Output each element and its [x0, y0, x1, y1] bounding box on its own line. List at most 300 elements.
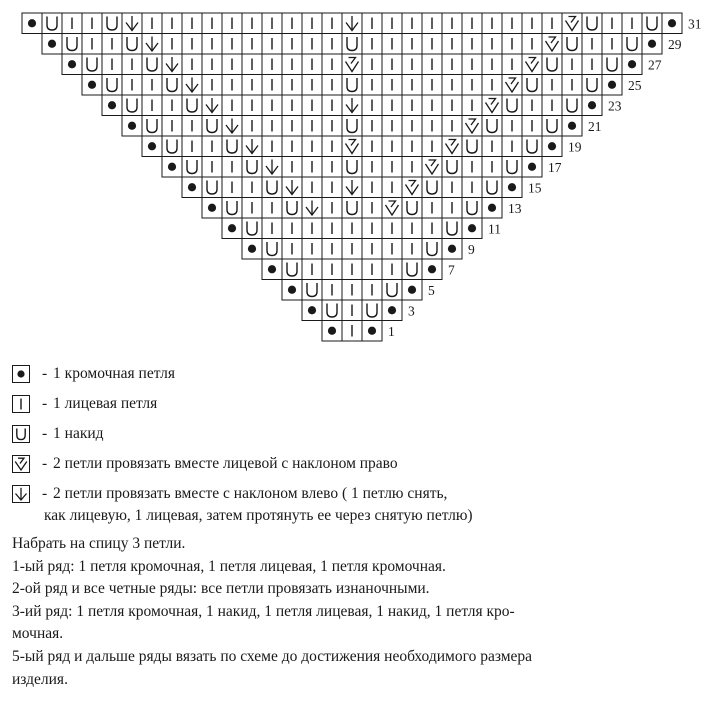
edge-stitch-icon: [162, 157, 182, 178]
edge-stitch-icon: [522, 157, 542, 178]
row-number-label: 23: [608, 98, 622, 114]
legend-item-k2tog-right: - 2 петли провязать вместе лицевой с наклоном право: [12, 452, 712, 482]
knit-stitch-icon: [442, 34, 462, 55]
right-lean-decrease-icon: [12, 455, 30, 473]
yarn-over-icon: [12, 425, 30, 443]
knit-stitch-icon: [362, 95, 382, 116]
knit-stitch-icon: [402, 54, 422, 75]
yarn-over-icon: [402, 259, 422, 280]
knit-stitch-icon: [422, 34, 442, 55]
yarn-over-icon: [442, 218, 462, 239]
legend-item-ssk-left: - 2 петли провязать вместе с наклоном влево ( 1 петлю снять, как лицевую, 1 лицевая, затем протянуть ее через снятую петлю): [12, 482, 712, 532]
yarn-over-icon: [142, 116, 162, 137]
chart-row: [282, 280, 435, 301]
knit-stitch-icon: [322, 259, 342, 280]
knit-stitch-icon: [522, 34, 542, 55]
right-lean-decrease-icon: [542, 34, 562, 55]
knit-stitch-icon: [362, 116, 382, 137]
knit-stitch-icon: [362, 280, 382, 301]
knit-stitch-icon: [282, 54, 302, 75]
chart-row: [262, 259, 455, 280]
knit-stitch-icon: [162, 95, 182, 116]
knit-stitch-icon: [502, 54, 522, 75]
yarn-over-icon: [122, 95, 142, 116]
knit-stitch-icon: [322, 54, 342, 75]
knit-stitch-icon: [462, 177, 482, 198]
yarn-over-icon: [402, 198, 422, 219]
chart-row: [142, 136, 582, 157]
left-lean-decrease-icon: [202, 95, 222, 116]
knit-stitch-icon: [162, 34, 182, 55]
edge-stitch-icon: [602, 75, 622, 96]
legend-text: 2 петли провязать вместе с наклоном влево ( 1 петлю снять,: [53, 485, 448, 502]
row-number-label: 17: [548, 160, 562, 175]
knit-stitch-icon: [322, 177, 342, 198]
knit-stitch-icon: [102, 54, 122, 75]
edge-stitch-icon: [102, 95, 122, 116]
knit-stitch-icon: [302, 157, 322, 178]
knit-stitch-icon: [142, 13, 162, 34]
chart-row: [22, 13, 702, 34]
knit-stitch-icon: [342, 321, 362, 342]
yarn-over-icon: [442, 157, 462, 178]
knit-stitch-icon: [282, 116, 302, 137]
knit-stitch-icon: [402, 13, 422, 34]
knit-stitch-icon: [262, 75, 282, 96]
knit-stitch-icon: [202, 75, 222, 96]
knit-stitch-icon: [322, 157, 342, 178]
left-lean-decrease-icon: [122, 13, 142, 34]
yarn-over-icon: [522, 75, 542, 96]
yarn-over-icon: [462, 198, 482, 219]
left-lean-decrease-icon: [182, 75, 202, 96]
instructions: [12, 533, 712, 691]
knit-stitch-icon: [162, 116, 182, 137]
edge-stitch-icon: [12, 365, 30, 383]
right-lean-decrease-icon: [422, 157, 442, 178]
row-number-label: 19: [568, 139, 582, 155]
knit-stitch-icon: [462, 54, 482, 75]
chart-row: [242, 239, 475, 260]
knit-stitch-icon: [422, 54, 442, 75]
knit-stitch-icon: [302, 259, 322, 280]
edge-stitch-icon: [262, 259, 282, 280]
knit-stitch-icon: [162, 13, 182, 34]
knit-stitch-icon: [322, 136, 342, 157]
yarn-over-icon: [202, 177, 222, 198]
knit-stitch-icon: [322, 239, 342, 260]
knit-stitch-icon: [362, 157, 382, 178]
left-lean-decrease-icon: [222, 116, 242, 137]
knit-stitch-icon: [282, 218, 302, 239]
knit-stitch-icon: [262, 34, 282, 55]
yarn-over-icon: [542, 116, 562, 137]
edge-stitch-icon: [122, 116, 142, 137]
knit-stitch-icon: [482, 13, 502, 34]
right-lean-decrease-icon: [342, 136, 362, 157]
yarn-over-icon: [242, 218, 262, 239]
left-lean-decrease-icon: [342, 177, 362, 198]
knit-stitch-icon: [342, 259, 362, 280]
knit-stitch-icon: [402, 116, 422, 137]
knit-stitch-icon: [362, 54, 382, 75]
yarn-over-icon: [482, 116, 502, 137]
instruction-line: мочная.: [12, 625, 64, 643]
knit-stitch-icon: [102, 34, 122, 55]
knit-stitch-icon: [422, 95, 442, 116]
knit-stitch-icon: [222, 177, 242, 198]
chart-row: [62, 54, 662, 75]
left-lean-decrease-icon: [282, 177, 302, 198]
right-lean-decrease-icon: [442, 136, 462, 157]
legend-text: 1 кромочная петля: [53, 365, 175, 382]
knit-stitch-icon: [222, 157, 242, 178]
knit-stitch-icon: [282, 136, 302, 157]
knit-stitch-icon: [282, 34, 302, 55]
knit-stitch-icon: [402, 157, 422, 178]
edge-stitch-icon: [442, 239, 462, 260]
yarn-over-icon: [82, 54, 102, 75]
knit-stitch-icon: [242, 95, 262, 116]
knit-stitch-icon: [322, 75, 342, 96]
edge-stitch-icon: [562, 116, 582, 137]
yarn-over-icon: [302, 280, 322, 301]
row-number-label: 9: [468, 242, 475, 257]
yarn-over-icon: [342, 75, 362, 96]
left-lean-decrease-icon: [242, 136, 262, 157]
knit-stitch-icon: [542, 75, 562, 96]
knit-stitch-icon: [362, 75, 382, 96]
knit-stitch-icon: [202, 34, 222, 55]
knit-stitch-icon: [202, 54, 222, 75]
knit-stitch-icon: [482, 34, 502, 55]
knit-stitch-icon: [342, 218, 362, 239]
knit-stitch-icon: [222, 13, 242, 34]
knit-stitch-icon: [462, 95, 482, 116]
yarn-over-icon: [122, 34, 142, 55]
knit-stitch-icon: [222, 75, 242, 96]
knit-stitch-icon: [442, 198, 462, 219]
knit-stitch-icon: [322, 34, 342, 55]
knit-stitch-icon: [422, 136, 442, 157]
yarn-over-icon: [502, 157, 522, 178]
knit-stitch-icon: [382, 116, 402, 137]
knit-stitch-icon: [282, 239, 302, 260]
left-lean-decrease-icon: [262, 157, 282, 178]
knit-stitch-icon: [382, 75, 402, 96]
knit-stitch-icon: [422, 13, 442, 34]
knit-stitch-icon: [382, 54, 402, 75]
knit-stitch-icon: [142, 95, 162, 116]
knit-stitch-icon: [262, 218, 282, 239]
knit-stitch-icon: [582, 54, 602, 75]
knit-stitch-icon: [262, 116, 282, 137]
knit-stitch-icon: [542, 95, 562, 116]
edge-stitch-icon: [622, 54, 642, 75]
edge-stitch-icon: [502, 177, 522, 198]
row-number-label: 5: [428, 283, 435, 298]
edge-stitch-icon: [642, 34, 662, 55]
yarn-over-icon: [202, 116, 222, 137]
knit-stitch-icon: [322, 95, 342, 116]
knit-stitch-icon: [302, 116, 322, 137]
yarn-over-icon: [342, 34, 362, 55]
knit-stitch-icon: [622, 13, 642, 34]
knit-stitch-icon: [342, 300, 362, 321]
knit-stitch-icon: [182, 34, 202, 55]
yarn-over-icon: [222, 198, 242, 219]
knit-stitch-icon: [302, 54, 322, 75]
knit-stitch-icon: [502, 34, 522, 55]
edge-stitch-icon: [22, 13, 42, 34]
edge-stitch-icon: [142, 136, 162, 157]
knit-stitch-icon: [302, 34, 322, 55]
knit-stitch-icon: [262, 136, 282, 157]
knit-stitch-icon: [242, 198, 262, 219]
yarn-over-icon: [622, 34, 642, 55]
yarn-over-icon: [262, 239, 282, 260]
left-lean-decrease-icon: [12, 485, 30, 503]
edge-stitch-icon: [422, 259, 442, 280]
chart-row: [162, 157, 562, 178]
knit-stitch-icon: [442, 95, 462, 116]
knit-stitch-icon: [502, 136, 522, 157]
left-lean-decrease-icon: [342, 13, 362, 34]
knit-stitch-icon: [322, 280, 342, 301]
row-number-label: 11: [488, 221, 501, 237]
knit-stitch-icon: [542, 13, 562, 34]
right-lean-decrease-icon: [562, 13, 582, 34]
knit-stitch-icon: [62, 13, 82, 34]
left-lean-decrease-icon: [142, 34, 162, 55]
knit-stitch-icon: [182, 136, 202, 157]
knit-stitch-icon: [362, 198, 382, 219]
knit-stitch-icon: [362, 136, 382, 157]
yarn-over-icon: [42, 13, 62, 34]
knit-stitch-icon: [342, 239, 362, 260]
chart-row: [302, 300, 415, 321]
knit-stitch-icon: [502, 116, 522, 137]
knit-stitch-icon: [382, 95, 402, 116]
knit-stitch-icon: [602, 13, 622, 34]
yarn-over-icon: [422, 177, 442, 198]
legend-text: 1 лицевая петля: [53, 395, 158, 412]
edge-stitch-icon: [302, 300, 322, 321]
knit-stitch-icon: [222, 54, 242, 75]
yarn-over-icon: [542, 54, 562, 75]
knit-stitch-icon: [302, 177, 322, 198]
knit-stitch-icon: [362, 13, 382, 34]
knit-stitch-icon: [342, 280, 362, 301]
knit-stitch-icon: [202, 13, 222, 34]
row-number-label: 1: [388, 324, 395, 339]
knit-stitch-icon: [402, 136, 422, 157]
knit-stitch-icon: [322, 116, 342, 137]
knit-stitch-icon: [382, 13, 402, 34]
edge-stitch-icon: [222, 218, 242, 239]
instruction-line: 3-ий ряд: 1 петля кромочная, 1 накид, 1 петля лицевая, 1 накид, 1 петля кро-: [12, 602, 515, 620]
left-lean-decrease-icon: [162, 54, 182, 75]
yarn-over-icon: [62, 34, 82, 55]
edge-stitch-icon: [382, 300, 402, 321]
edge-stitch-icon: [462, 218, 482, 239]
knit-stitch-icon: [382, 177, 402, 198]
legend-text-continued: как лицевую, 1 лицевая, затем протянуть ее через снятую петлю): [44, 507, 473, 524]
yarn-over-icon: [182, 157, 202, 178]
knit-stitch-icon: [12, 395, 30, 413]
left-lean-decrease-icon: [342, 95, 362, 116]
knit-stitch-icon: [262, 95, 282, 116]
yarn-over-icon: [342, 198, 362, 219]
yarn-over-icon: [222, 136, 242, 157]
yarn-over-icon: [282, 198, 302, 219]
chart-row: [42, 34, 682, 55]
edge-stitch-icon: [582, 95, 602, 116]
edge-stitch-icon: [62, 54, 82, 75]
yarn-over-icon: [482, 177, 502, 198]
knit-stitch-icon: [322, 218, 342, 239]
knit-stitch-icon: [282, 95, 302, 116]
edge-stitch-icon: [542, 136, 562, 157]
knit-stitch-icon: [302, 95, 322, 116]
row-number-label: 29: [668, 37, 682, 52]
knit-stitch-icon: [442, 177, 462, 198]
knit-stitch-icon: [322, 13, 342, 34]
knit-stitch-icon: [382, 157, 402, 178]
knit-stitch-icon: [142, 75, 162, 96]
knit-stitch-icon: [362, 239, 382, 260]
instruction-line: Набрать на спицу 3 петли.: [12, 535, 186, 552]
edge-stitch-icon: [182, 177, 202, 198]
knit-stitch-icon: [242, 13, 262, 34]
knit-stitch-icon: [422, 218, 442, 239]
instruction-line: 1-ый ряд: 1 петля кромочная, 1 петля лицевая, 1 петля кромочная.: [12, 557, 446, 575]
knit-stitch-icon: [462, 157, 482, 178]
knit-stitch-icon: [382, 136, 402, 157]
knit-stitch-icon: [522, 116, 542, 137]
chart-row: [182, 177, 542, 198]
knit-stitch-icon: [242, 75, 262, 96]
knit-stitch-icon: [82, 13, 102, 34]
edge-stitch-icon: [662, 13, 682, 34]
knit-stitch-icon: [222, 95, 242, 116]
edge-stitch-icon: [322, 321, 342, 342]
instruction-line: 2-ой ряд и все четные ряды: все петли провязать изнаночными.: [12, 580, 430, 598]
knit-stitch-icon: [262, 198, 282, 219]
yarn-over-icon: [562, 95, 582, 116]
knit-stitch-icon: [262, 13, 282, 34]
chart-row: [102, 95, 622, 116]
yarn-over-icon: [382, 280, 402, 301]
knit-stitch-icon: [122, 75, 142, 96]
knit-stitch-icon: [382, 239, 402, 260]
yarn-over-icon: [102, 75, 122, 96]
knit-stitch-icon: [602, 34, 622, 55]
yarn-over-icon: [362, 300, 382, 321]
knit-stitch-icon: [402, 95, 422, 116]
yarn-over-icon: [342, 157, 362, 178]
knit-stitch-icon: [322, 198, 342, 219]
legend-text: 2 петли провязать вместе лицевой с наклоном право: [53, 455, 398, 472]
knit-stitch-icon: [182, 13, 202, 34]
instruction-line: 5-ый ряд и дальше ряды вязать по схеме до достижения необходимого размера: [12, 647, 533, 665]
right-lean-decrease-icon: [462, 116, 482, 137]
knit-stitch-icon: [422, 198, 442, 219]
knit-stitch-icon: [262, 54, 282, 75]
yarn-over-icon: [582, 13, 602, 34]
knit-stitch-icon: [422, 116, 442, 137]
right-lean-decrease-icon: [382, 198, 402, 219]
yarn-over-icon: [462, 136, 482, 157]
instruction-line: изделия.: [12, 670, 68, 688]
knit-stitch-icon: [462, 13, 482, 34]
knit-stitch-icon: [282, 157, 302, 178]
row-number-label: 3: [408, 303, 415, 319]
knit-stitch-icon: [442, 13, 462, 34]
knit-stitch-icon: [122, 54, 142, 75]
legend-item-yarn-over: - 1 накид: [12, 422, 712, 452]
yarn-over-icon: [502, 95, 522, 116]
knit-stitch-icon: [482, 75, 502, 96]
knit-stitch-icon: [562, 54, 582, 75]
knit-stitch-icon: [502, 13, 522, 34]
knit-stitch-icon: [402, 218, 422, 239]
row-number-label: 21: [588, 119, 602, 134]
knit-stitch-icon: [442, 54, 462, 75]
legend-item-knit: - 1 лицевая петля: [12, 392, 712, 422]
yarn-over-icon: [562, 34, 582, 55]
knit-stitch-icon: [202, 136, 222, 157]
yarn-over-icon: [182, 95, 202, 116]
knit-stitch-icon: [402, 239, 422, 260]
edge-stitch-icon: [402, 280, 422, 301]
legend-text: 1 накид: [53, 425, 104, 442]
yarn-over-icon: [142, 54, 162, 75]
edge-stitch-icon: [482, 198, 502, 219]
knit-stitch-icon: [422, 75, 442, 96]
knit-stitch-icon: [242, 177, 262, 198]
row-number-label: 27: [648, 57, 662, 73]
knit-stitch-icon: [402, 34, 422, 55]
yarn-over-icon: [162, 136, 182, 157]
right-lean-decrease-icon: [502, 75, 522, 96]
knit-stitch-icon: [382, 34, 402, 55]
legend-item-edge: - 1 кромочная петля: [12, 362, 712, 392]
yarn-over-icon: [582, 75, 602, 96]
knit-stitch-icon: [582, 34, 602, 55]
knit-stitch-icon: [242, 116, 262, 137]
knit-stitch-icon: [282, 75, 302, 96]
right-lean-decrease-icon: [522, 54, 542, 75]
row-number-label: 13: [508, 201, 522, 216]
knit-stitch-icon: [442, 116, 462, 137]
knit-stitch-icon: [182, 54, 202, 75]
chart-row: [222, 218, 501, 239]
knit-stitch-icon: [482, 136, 502, 157]
knit-stitch-icon: [522, 95, 542, 116]
yarn-over-icon: [262, 177, 282, 198]
knit-stitch-icon: [242, 34, 262, 55]
knit-stitch-icon: [302, 218, 322, 239]
knit-stitch-icon: [282, 13, 302, 34]
knit-stitch-icon: [202, 157, 222, 178]
knit-stitch-icon: [222, 34, 242, 55]
knit-stitch-icon: [302, 13, 322, 34]
knit-stitch-icon: [182, 116, 202, 137]
row-number-label: 25: [628, 78, 642, 93]
chart-row: [322, 321, 395, 342]
knit-stitch-icon: [462, 34, 482, 55]
